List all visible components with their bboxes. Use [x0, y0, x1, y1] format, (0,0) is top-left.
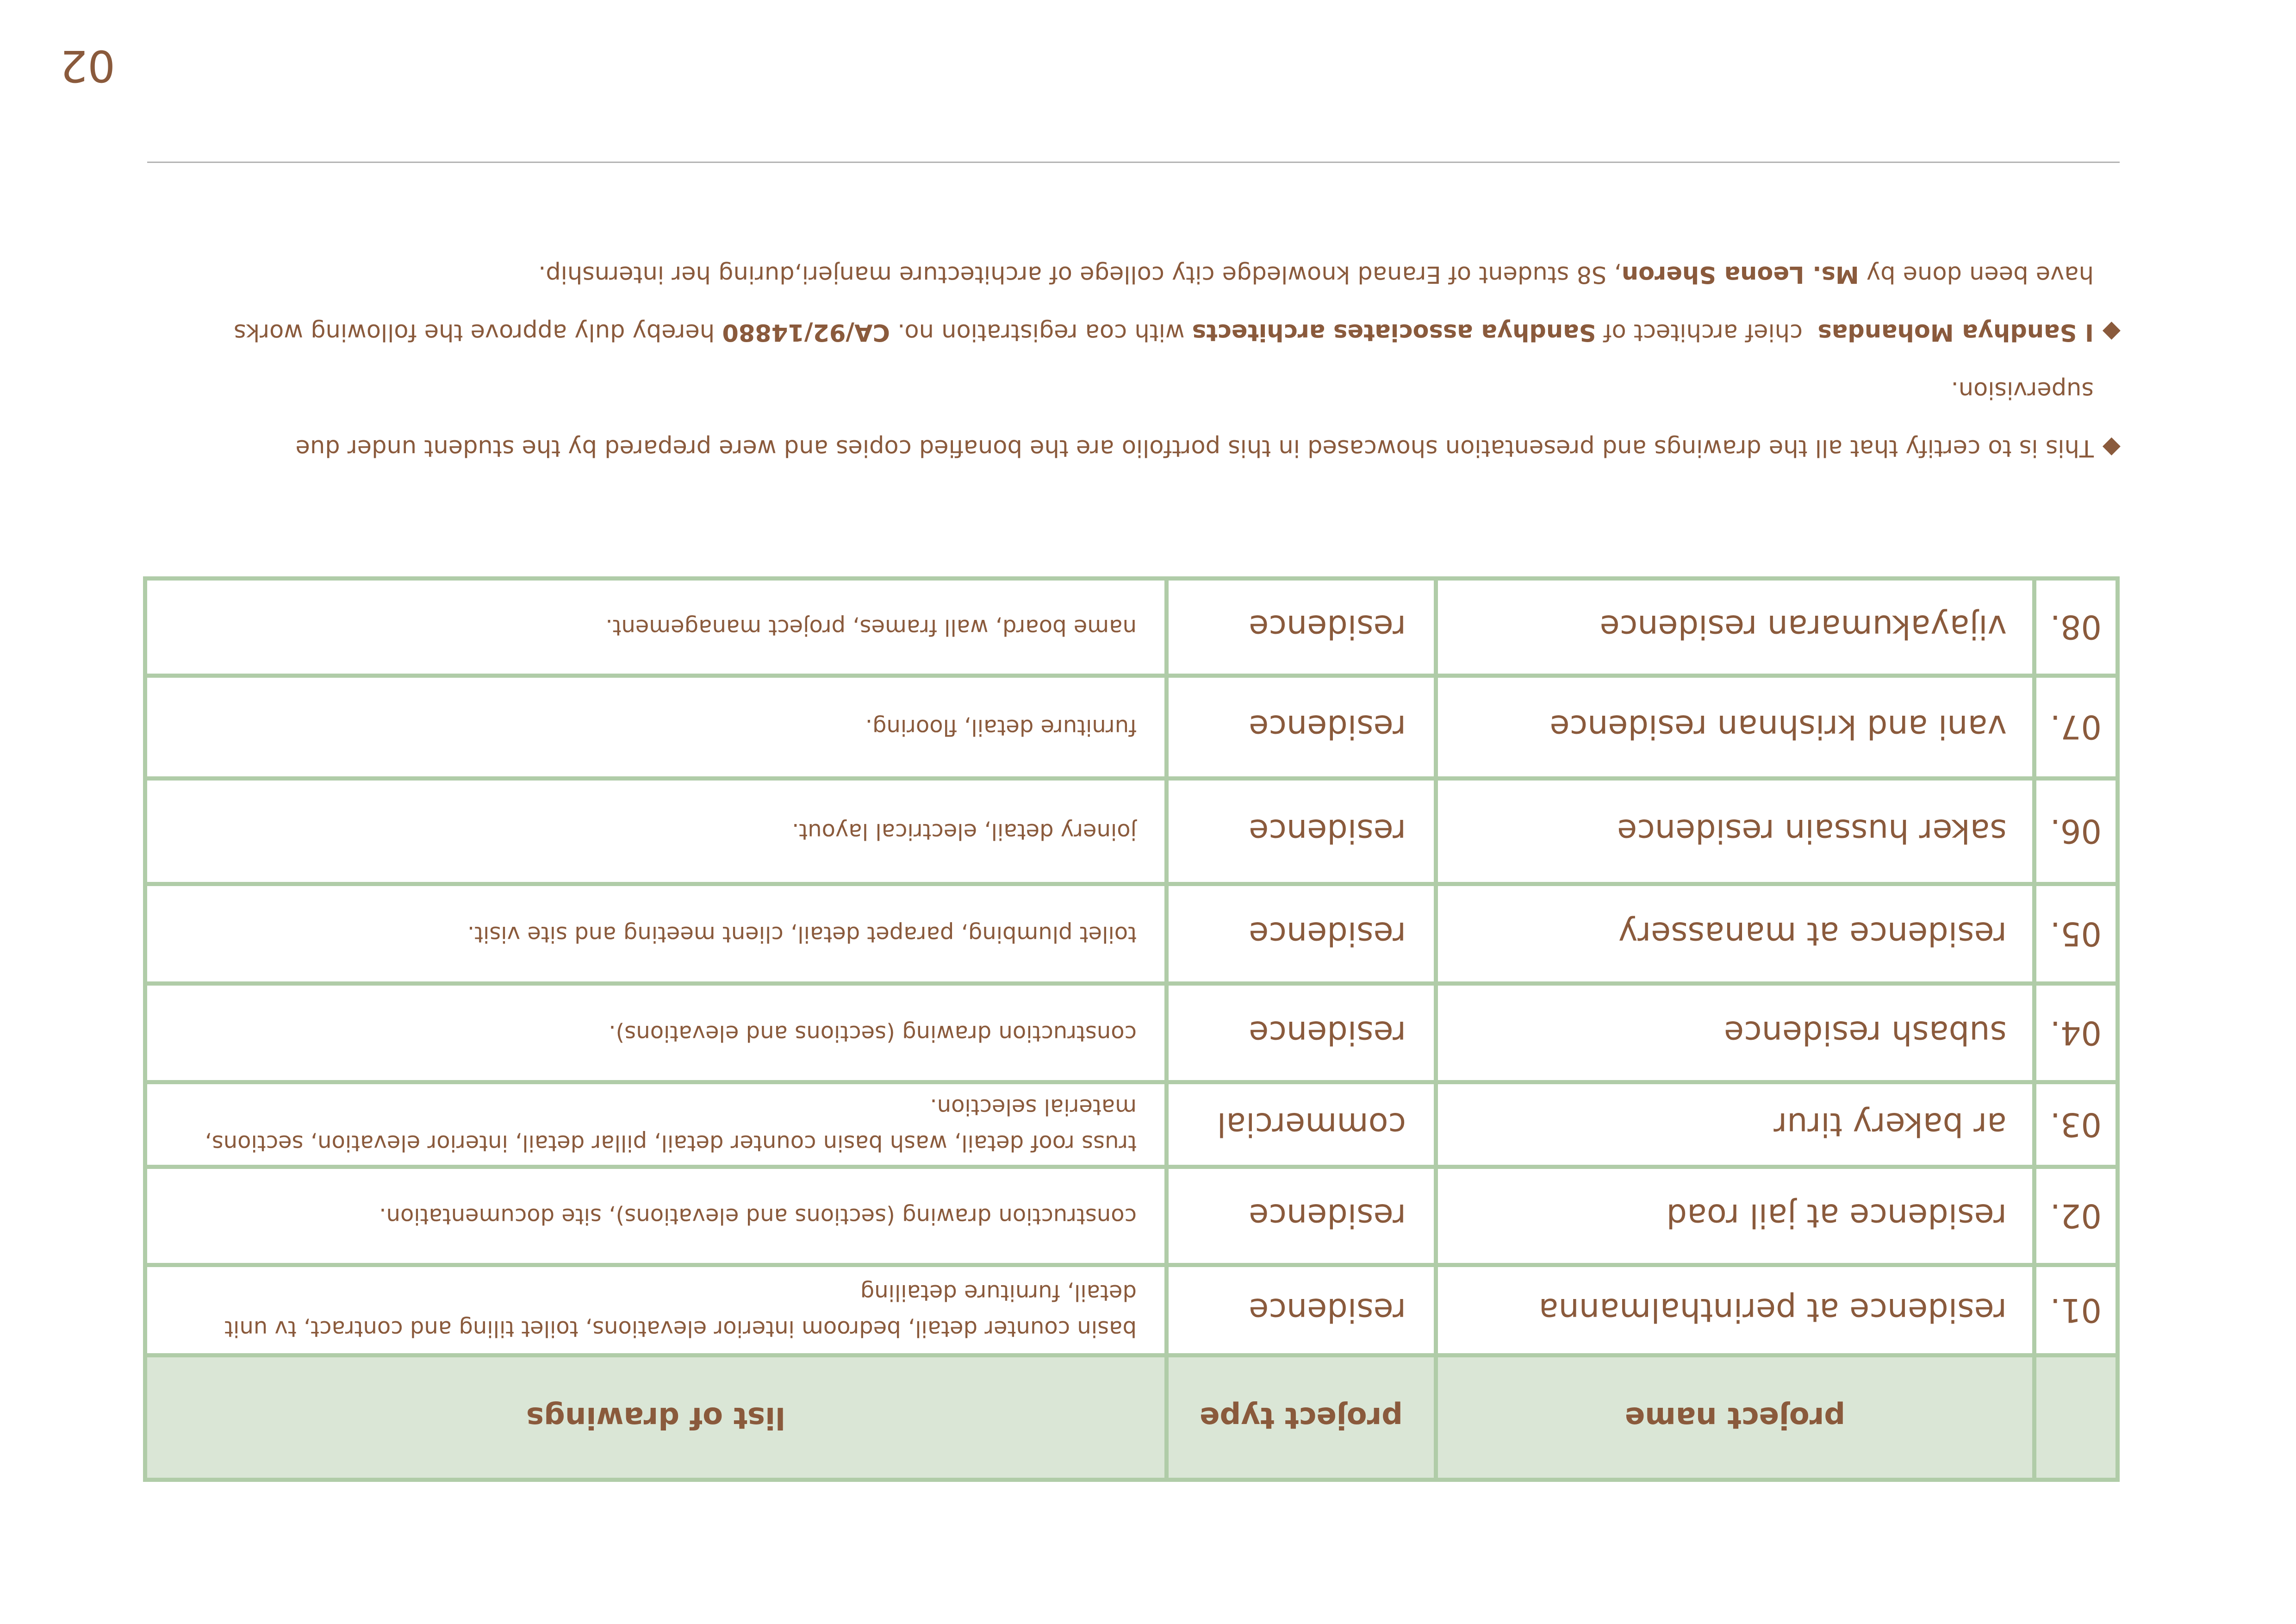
project-name: vijayakumaran residence: [1436, 579, 2035, 676]
row-number: 07.: [2035, 676, 2118, 779]
header-number: [2035, 1355, 2118, 1480]
row-number: 02.: [2035, 1167, 2118, 1265]
certify-statement: [186, 361, 2121, 477]
table-row: [145, 984, 2118, 1082]
project-type: commercial: [1167, 1082, 1436, 1167]
header-project-name: project name: [1436, 1355, 2035, 1480]
certification-notes: [186, 245, 2121, 477]
project-name: residence at manassery: [1436, 884, 2035, 984]
table-row: [145, 676, 2118, 779]
drawings-list: furniture detail, flooring.: [145, 676, 1167, 779]
approval-text-2: with coa registration no.: [890, 319, 1192, 346]
project-type: residence: [1167, 779, 1436, 884]
row-number: 06.: [2035, 779, 2118, 884]
certify-text: This is to certify that all the drawings and presentation showcased in this portfolio are the bonafied copies and were prepared by the student under due supervision.: [295, 376, 2094, 462]
project-type: residence: [1167, 1265, 1436, 1355]
project-name: subash residence: [1436, 984, 2035, 1082]
architect-name: I Sandhya Mohandas: [1817, 319, 2094, 346]
row-number: 08.: [2035, 579, 2118, 676]
approval-text-4: , S8 student of Eranad knowledge city college of architecture manjeri,during her internship.: [538, 261, 1622, 288]
project-type: residence: [1167, 884, 1436, 984]
diamond-bullet-icon: ◆: [2102, 434, 2121, 462]
header-list-of-drawings: list of drawings: [145, 1355, 1167, 1480]
table-row: [145, 579, 2118, 676]
divider-line: [147, 162, 2120, 163]
project-name: residence at jail road: [1436, 1167, 2035, 1265]
page-number: 02: [60, 40, 115, 91]
row-number: 03.: [2035, 1082, 2118, 1167]
table-row: [145, 1167, 2118, 1265]
table-row: [145, 779, 2118, 884]
project-type: residence: [1167, 676, 1436, 779]
firm-name: Sandhya associates architects: [1192, 319, 1596, 346]
row-number: 01.: [2035, 1265, 2118, 1355]
drawings-list: construction drawing (sections and elevations).: [145, 984, 1167, 1082]
table-row: [145, 1082, 2118, 1167]
drawings-list: truss roof detail, wash basin counter detail, pillar detail, interior elevation, sections, material selection.: [145, 1082, 1167, 1167]
project-name: residence at perinthalmanna: [1436, 1265, 2035, 1355]
project-name: vani and krishnan residence: [1436, 676, 2035, 779]
diamond-bullet-icon: ◆: [2102, 319, 2121, 346]
projects-table: [143, 576, 2120, 1482]
drawings-list: name board, wall frames, project management.: [145, 579, 1167, 676]
drawings-list: toilet plumbing, parapet detail, client meeting and site visit.: [145, 884, 1167, 984]
table-row: [145, 884, 2118, 984]
table-header-row: [145, 1355, 2118, 1480]
project-name: ar bakery tirur: [1436, 1082, 2035, 1167]
table-row: [145, 1265, 2118, 1355]
approval-text-3: hereby duly approve the following works have been done by: [234, 261, 2094, 346]
project-type: residence: [1167, 984, 1436, 1082]
project-type: residence: [1167, 1167, 1436, 1265]
approval-statement: [186, 245, 2121, 361]
coa-registration: CA/92/14880: [722, 319, 890, 346]
approval-text-1: chief architect of: [1596, 319, 1818, 346]
student-name: Ms. Leona Sheron: [1621, 261, 1859, 288]
header-project-type: project type: [1167, 1355, 1436, 1480]
drawings-list: construction drawing (sections and elevations), site documentation.: [145, 1167, 1167, 1265]
project-type: residence: [1167, 579, 1436, 676]
row-number: 04.: [2035, 984, 2118, 1082]
drawings-list: joinery detail, electrical layout.: [145, 779, 1167, 884]
drawings-list: basin counter detail, bedroom interior elevations, toilet tiling and contract, tv unit detail, furniture detailing: [145, 1265, 1167, 1355]
project-name: saker hussain residence: [1436, 779, 2035, 884]
row-number: 05.: [2035, 884, 2118, 984]
